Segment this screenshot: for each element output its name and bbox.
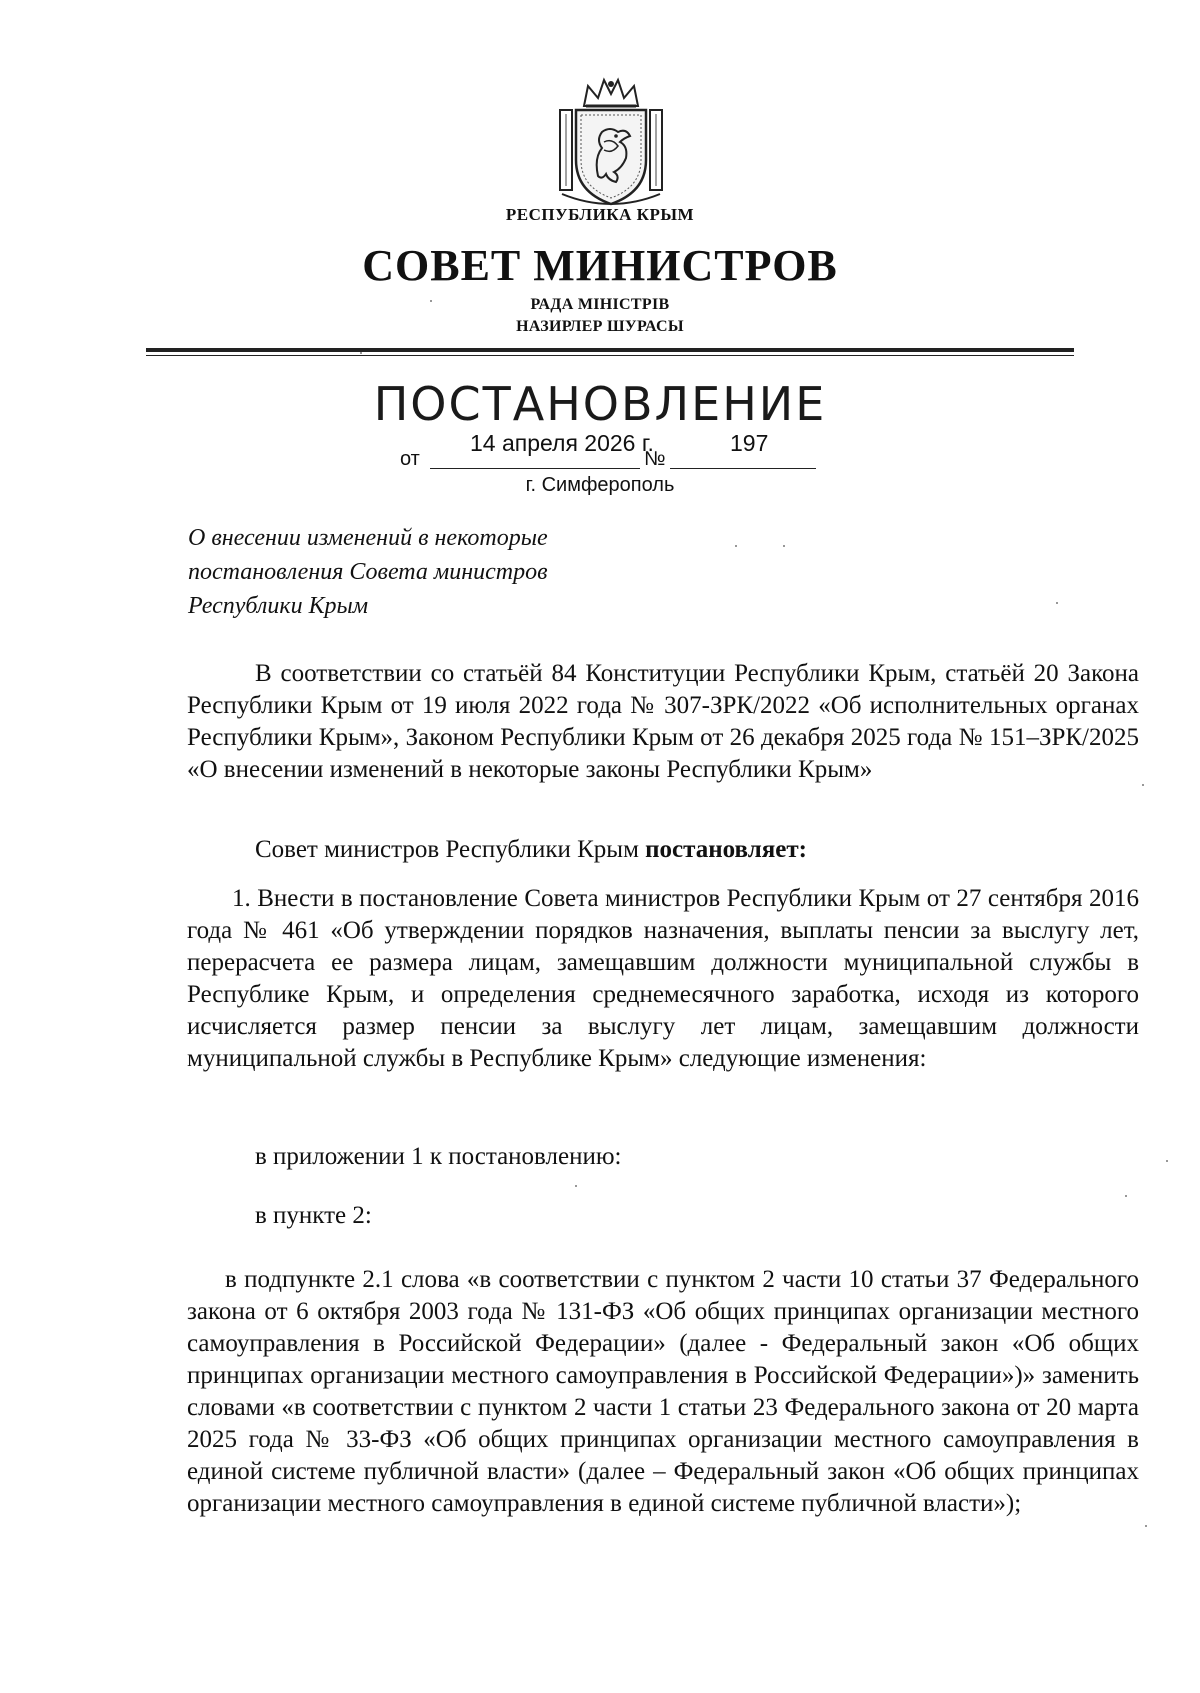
decree-date-number-line	[400, 430, 820, 470]
appendix-paragraph: в приложении 1 к постановлению:	[255, 1143, 622, 1170]
scan-speck	[430, 300, 432, 302]
council-title-crimean-tatar: НАЗИРЛЕР ШУРАСЫ	[516, 318, 684, 335]
decree-title: ПОСТАНОВЛЕНИЕ	[373, 377, 827, 431]
header-rule-thin	[146, 355, 1074, 356]
decree-subject	[188, 521, 628, 623]
header-rule-thick	[146, 348, 1074, 352]
preamble-paragraph: В соответствии со статьёй 84 Конституции Республики Крым, статьёй 20 Закона Республики Крым от 19 июля 2022 года № 307-ЗРК/2022 «Об исполнительных органах Республики Крым», Законом Республики Крым от 26 декабря 2025 года № 151–ЗРК/2025 «О внесении изменений в некоторые законы Республики Крым»	[187, 660, 1139, 783]
city-name: г. Симферополь	[525, 474, 675, 496]
resolution-paragraph	[255, 834, 1139, 866]
scan-speck	[360, 352, 362, 354]
subpoint-paragraph: в подпункте 2.1 слова «в соответствии с пунктом 2 части 10 статьи 37 Федерального закона от 6 октября 2003 года № 131-ФЗ «Об общих принципах организации местного самоуправления в Российской Федерации» (далее - Федеральный закон «Об общих принципах организации местного самоуправления в Российской Федерации»)» заменить словами «в соответствии с пунктом 2 части 1 статьи 23 Федерального закона от 20 марта 2025 года № 33-ФЗ «Об общих принципах организации местного самоуправления в единой системе публичной власти» (далее – Федеральный закон «Об общих принципах организации местного самоуправления в единой системе публичной власти»);	[187, 1266, 1139, 1517]
scan-speck	[1125, 1195, 1127, 1197]
number-underline	[670, 468, 816, 469]
number-sign: №	[644, 448, 666, 470]
coat-of-arms-emblem	[554, 76, 668, 210]
resolution-text: Совет министров Республики Крым	[255, 836, 646, 863]
decree-number: 197	[730, 430, 769, 456]
item-1-paragraph: 1. Внести в постановление Совета министров Республики Крым от 27 сентября 2016 года № 461 «Об утверждении порядков назначения, выплаты пенсии за выслугу лет, перерасчета ее размера лицам, замещавшим должности муниципальной службы в Республике Крым, и определения среднемесячного заработка, исходя из которого исчисляется размер пенсии за выслугу лет лицам, замещавшим должности муниципальной службы в Республике Крым» следующие изменения:	[187, 885, 1139, 1072]
scan-speck	[1166, 1160, 1168, 1162]
scan-speck	[735, 545, 737, 547]
decree-date: 14 апреля 2026 г.	[470, 430, 654, 456]
point-paragraph: в пункте 2:	[255, 1202, 372, 1229]
scan-speck	[1056, 602, 1058, 604]
scan-speck	[783, 545, 785, 547]
council-title-ukrainian: РАДА МІНІСТРІВ	[530, 296, 670, 313]
council-title: СОВЕТ МИНИСТРОВ	[362, 241, 838, 290]
scan-speck	[575, 1185, 577, 1187]
scan-speck	[1142, 784, 1144, 786]
date-underline	[430, 468, 640, 469]
subject-line: Республики Крым	[188, 593, 369, 619]
resolution-verb: постановляет:	[645, 836, 807, 863]
subject-line: О внесении изменений в некоторые	[188, 525, 548, 551]
from-label: от	[400, 448, 420, 470]
republic-name: РЕСПУБЛИКА КРЫМ	[505, 205, 695, 224]
subject-line: постановления Совета министров	[188, 559, 548, 585]
scan-speck	[1145, 1525, 1147, 1527]
